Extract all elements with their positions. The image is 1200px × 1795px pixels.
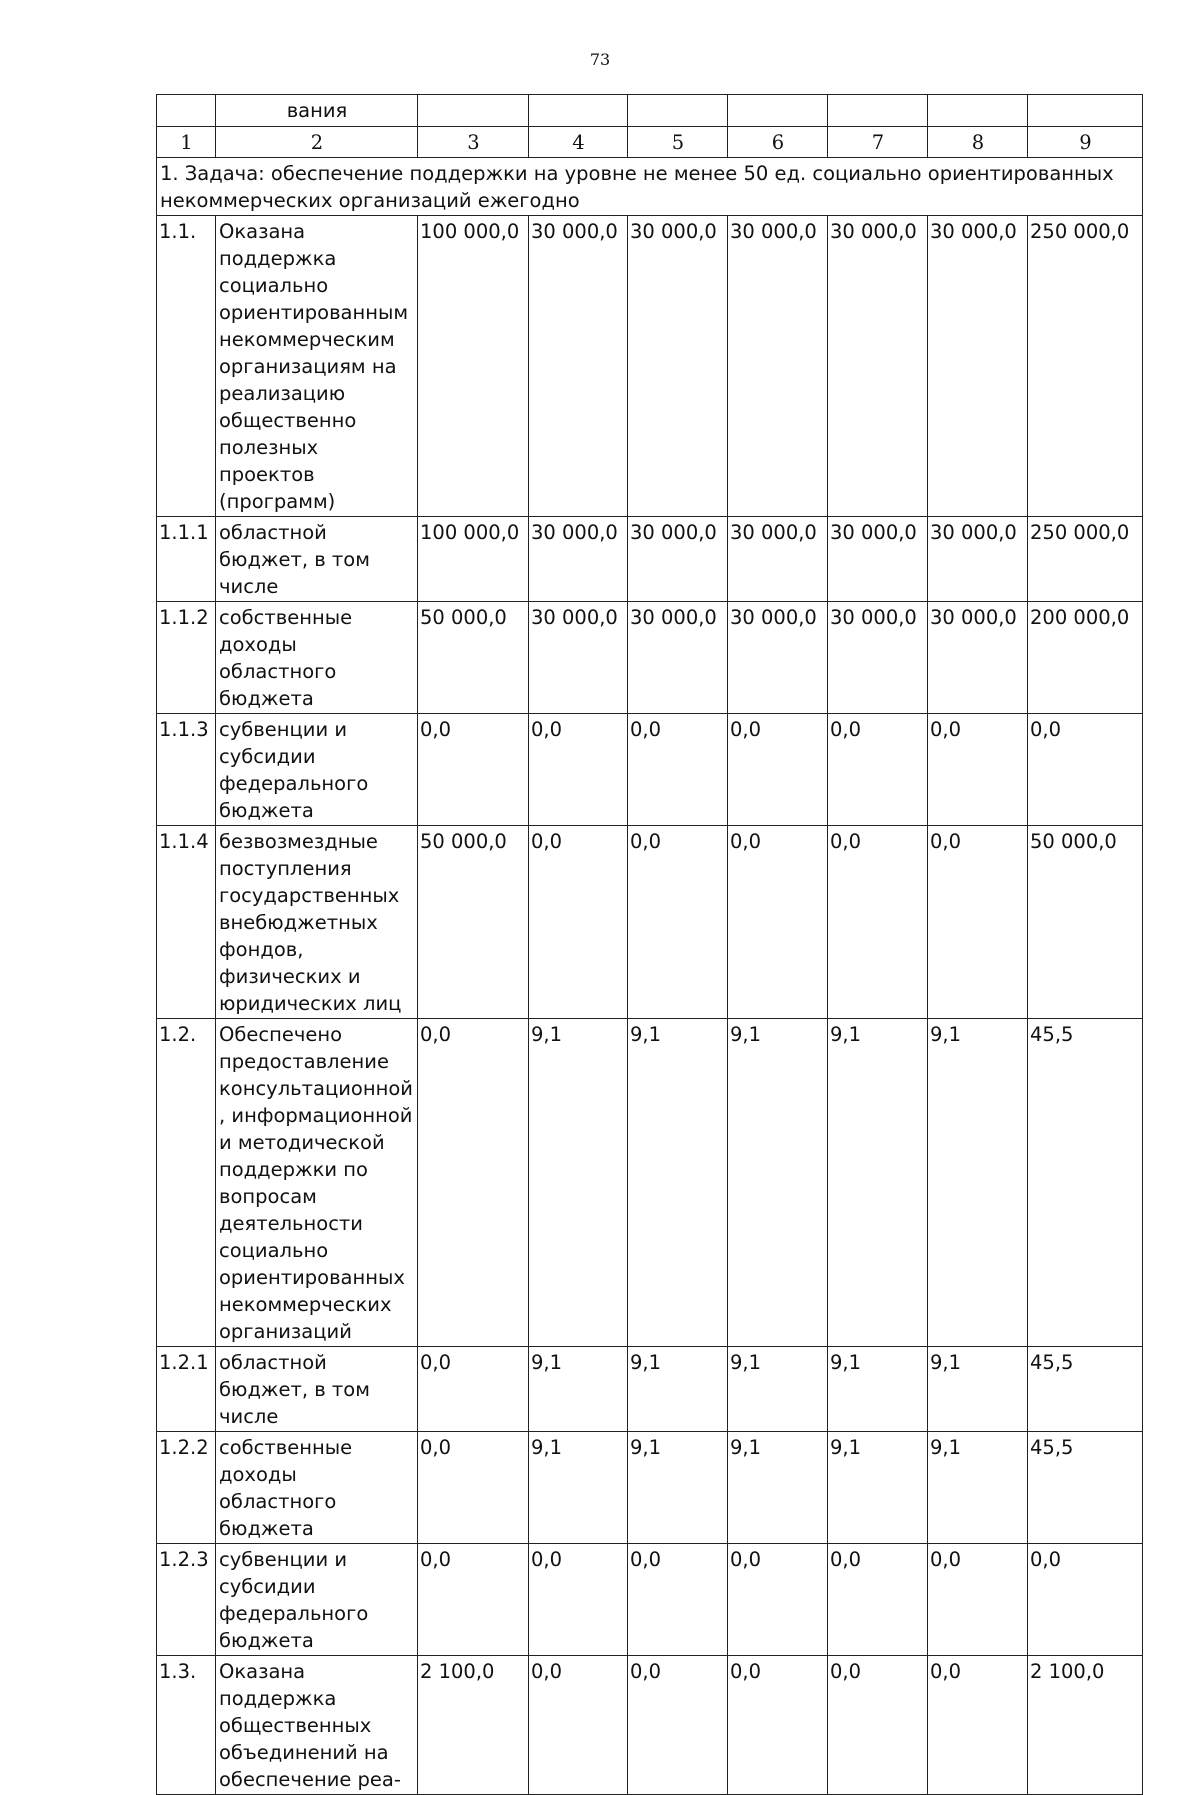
value-cell-col-4: 30 000,0 (529, 216, 628, 517)
table-row (157, 826, 1143, 1019)
value-cell-col-3: 100 000,0 (418, 517, 529, 602)
value-cell-col-9: 50 000,0 (1028, 826, 1143, 1019)
value-cell-col-8: 9,1 (928, 1432, 1028, 1544)
table-row (157, 216, 1143, 517)
value-cell-col-5: 9,1 (628, 1432, 728, 1544)
table-row (157, 1544, 1143, 1656)
value-cell-col-4: 0,0 (529, 714, 628, 826)
value-cell-col-5: 30 000,0 (628, 517, 728, 602)
value-cell-col-8: 30 000,0 (928, 602, 1028, 714)
value-cell-col-7: 0,0 (828, 826, 928, 1019)
table-row (157, 1656, 1143, 1795)
value-cell-col-5: 0,0 (628, 826, 728, 1019)
value-cell-col-7: 0,0 (828, 1656, 928, 1795)
value-cell-col-6: 9,1 (728, 1347, 828, 1432)
task-row (157, 158, 1143, 216)
value-cell-col-7: 9,1 (828, 1432, 928, 1544)
column-number: 4 (529, 127, 628, 158)
value-cell-col-6: 30 000,0 (728, 517, 828, 602)
value-cell-col-4: 0,0 (529, 826, 628, 1019)
header-cell (728, 95, 828, 127)
row-number: 1.1.4 (157, 826, 216, 1019)
value-cell-col-3: 0,0 (418, 1019, 529, 1347)
header-cell (828, 95, 928, 127)
row-number: 1.2. (157, 1019, 216, 1347)
task-description: 1. Задача: обеспечение поддержки на уровне не менее 50 ед. социально ориентированных некоммерческих организаций ежегодно (157, 158, 1143, 216)
value-cell-col-3: 0,0 (418, 1347, 529, 1432)
header-cell (529, 95, 628, 127)
row-number: 1.1.1 (157, 517, 216, 602)
value-cell-col-9: 2 100,0 (1028, 1656, 1143, 1795)
value-cell-col-4: 9,1 (529, 1019, 628, 1347)
value-cell-col-6: 30 000,0 (728, 216, 828, 517)
column-number: 6 (728, 127, 828, 158)
row-number: 1.1.2 (157, 602, 216, 714)
page-number: 73 (589, 50, 611, 69)
table-row (157, 714, 1143, 826)
value-cell-col-7: 30 000,0 (828, 216, 928, 517)
value-cell-col-7: 0,0 (828, 714, 928, 826)
value-cell-col-7: 9,1 (828, 1019, 928, 1347)
value-cell-col-4: 30 000,0 (529, 602, 628, 714)
value-cell-col-5: 9,1 (628, 1019, 728, 1347)
value-cell-col-6: 0,0 (728, 1656, 828, 1795)
value-cell-col-3: 50 000,0 (418, 602, 529, 714)
column-number: 8 (928, 127, 1028, 158)
column-number: 5 (628, 127, 728, 158)
header-cell (628, 95, 728, 127)
value-cell-col-6: 0,0 (728, 714, 828, 826)
header-continuation-row (157, 95, 1143, 127)
value-cell-col-6: 0,0 (728, 1544, 828, 1656)
value-cell-col-3: 0,0 (418, 714, 529, 826)
header-cell (928, 95, 1028, 127)
row-number: 1.1.3 (157, 714, 216, 826)
header-cell (1028, 95, 1143, 127)
value-cell-col-6: 9,1 (728, 1432, 828, 1544)
value-cell-col-6: 30 000,0 (728, 602, 828, 714)
value-cell-col-8: 9,1 (928, 1019, 1028, 1347)
budget-table (156, 94, 1143, 1795)
row-name: Обеспечено предоставление консультационной, информационной и методической поддержки по вопросам деятельности социально ориентированных некоммерческих организаций (216, 1019, 418, 1347)
value-cell-col-3: 0,0 (418, 1544, 529, 1656)
row-name: собственные доходы областного бюджета (216, 602, 418, 714)
row-name: областной бюджет, в том числе (216, 1347, 418, 1432)
row-name: Оказана поддержка социально ориентированным некоммерческим организациям на реализацию общественно полезных проектов (программ) (216, 216, 418, 517)
value-cell-col-4: 0,0 (529, 1544, 628, 1656)
row-name: безвозмездные поступления государственных внебюджетных фондов, физических и юридических лиц (216, 826, 418, 1019)
table-row (157, 602, 1143, 714)
row-name: субвенции и субсидии федерального бюджета (216, 1544, 418, 1656)
column-number: 7 (828, 127, 928, 158)
table-row (157, 517, 1143, 602)
row-number: 1.2.3 (157, 1544, 216, 1656)
value-cell-col-8: 0,0 (928, 714, 1028, 826)
value-cell-col-5: 9,1 (628, 1347, 728, 1432)
value-cell-col-8: 30 000,0 (928, 216, 1028, 517)
value-cell-col-5: 30 000,0 (628, 216, 728, 517)
row-number: 1.3. (157, 1656, 216, 1795)
value-cell-col-4: 9,1 (529, 1432, 628, 1544)
value-cell-col-7: 9,1 (828, 1347, 928, 1432)
value-cell-col-8: 9,1 (928, 1347, 1028, 1432)
value-cell-col-5: 0,0 (628, 714, 728, 826)
value-cell-col-4: 0,0 (529, 1656, 628, 1795)
row-number: 1.2.1 (157, 1347, 216, 1432)
row-name: собственные доходы областного бюджета (216, 1432, 418, 1544)
value-cell-col-9: 0,0 (1028, 714, 1143, 826)
value-cell-col-5: 0,0 (628, 1656, 728, 1795)
value-cell-col-7: 30 000,0 (828, 517, 928, 602)
header-cell (418, 95, 529, 127)
column-number: 1 (157, 127, 216, 158)
value-cell-col-3: 100 000,0 (418, 216, 529, 517)
value-cell-col-4: 30 000,0 (529, 517, 628, 602)
value-cell-col-7: 30 000,0 (828, 602, 928, 714)
value-cell-col-8: 0,0 (928, 1656, 1028, 1795)
value-cell-col-8: 0,0 (928, 1544, 1028, 1656)
table-row (157, 1432, 1143, 1544)
value-cell-col-9: 45,5 (1028, 1432, 1143, 1544)
row-number: 1.1. (157, 216, 216, 517)
value-cell-col-3: 0,0 (418, 1432, 529, 1544)
table-row (157, 1019, 1143, 1347)
row-name: областной бюджет, в том числе (216, 517, 418, 602)
column-number: 9 (1028, 127, 1143, 158)
value-cell-col-5: 0,0 (628, 1544, 728, 1656)
value-cell-col-3: 2 100,0 (418, 1656, 529, 1795)
row-number: 1.2.2 (157, 1432, 216, 1544)
header-cell-continued: вания (216, 95, 418, 127)
table-row (157, 1347, 1143, 1432)
value-cell-col-9: 250 000,0 (1028, 216, 1143, 517)
column-number: 2 (216, 127, 418, 158)
value-cell-col-9: 45,5 (1028, 1347, 1143, 1432)
value-cell-col-7: 0,0 (828, 1544, 928, 1656)
value-cell-col-6: 9,1 (728, 1019, 828, 1347)
column-number-row (157, 127, 1143, 158)
value-cell-col-8: 30 000,0 (928, 517, 1028, 602)
value-cell-col-4: 9,1 (529, 1347, 628, 1432)
value-cell-col-9: 45,5 (1028, 1019, 1143, 1347)
header-cell (157, 95, 216, 127)
row-name: Оказана поддержка общественных объединений на обеспечение реа- (216, 1656, 418, 1795)
value-cell-col-5: 30 000,0 (628, 602, 728, 714)
value-cell-col-9: 250 000,0 (1028, 517, 1143, 602)
value-cell-col-6: 0,0 (728, 826, 828, 1019)
value-cell-col-9: 0,0 (1028, 1544, 1143, 1656)
column-number: 3 (418, 127, 529, 158)
value-cell-col-9: 200 000,0 (1028, 602, 1143, 714)
value-cell-col-8: 0,0 (928, 826, 1028, 1019)
row-name: субвенции и субсидии федерального бюджета (216, 714, 418, 826)
value-cell-col-3: 50 000,0 (418, 826, 529, 1019)
